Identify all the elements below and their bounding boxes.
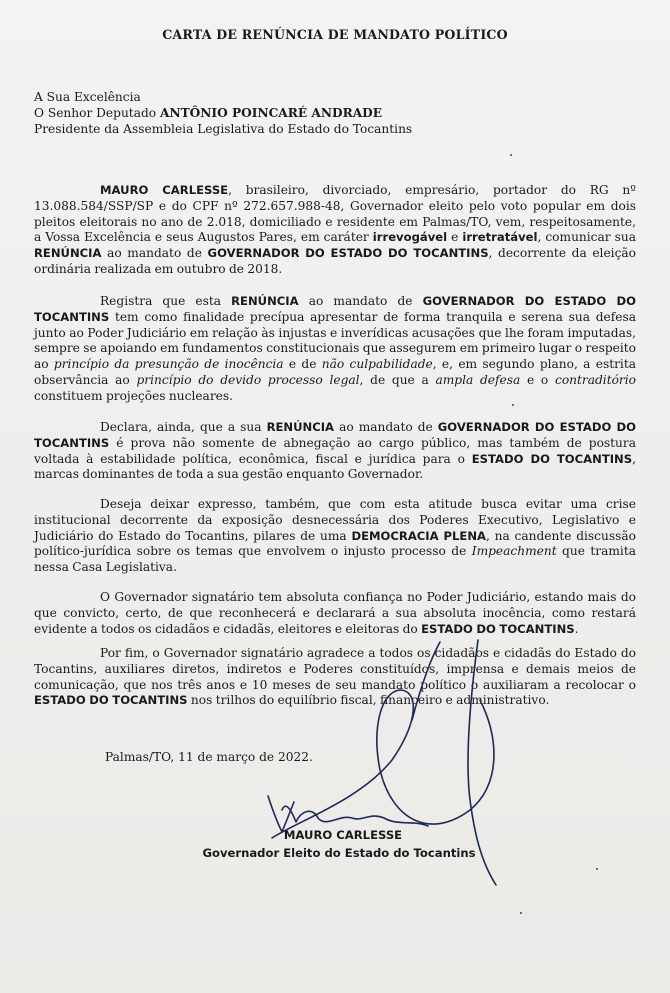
text-run: Registra que esta bbox=[100, 294, 232, 308]
bold-run: RENÚNCIA bbox=[34, 246, 102, 261]
italic-run: contraditório bbox=[555, 372, 636, 387]
addressee-name-line bbox=[34, 105, 412, 121]
bold-run: RENÚNCIA bbox=[231, 294, 299, 308]
italic-run: princípio do devido processo legal bbox=[136, 372, 360, 387]
signature-loop-stroke bbox=[272, 690, 494, 838]
paragraph-confidence bbox=[34, 590, 636, 637]
signatory-name: MAURO CARLESSE bbox=[283, 828, 403, 842]
scan-speck bbox=[510, 154, 512, 156]
addressee-name: ANTÔNIO POINCARÉ ANDRADE bbox=[159, 106, 383, 120]
italic-run: não culpabilidade bbox=[321, 357, 433, 372]
text-run: e o bbox=[520, 372, 555, 387]
text-run: ao mandato de bbox=[298, 294, 423, 308]
paragraph-institutional bbox=[34, 497, 636, 576]
addressee-block bbox=[34, 89, 412, 137]
letter-title: CARTA DE RENÚNCIA DE MANDATO POLÍTICO bbox=[162, 27, 508, 42]
text-run: Deseja deixar expresso, também, que com esta atitude busca evitar uma crise institucional decorrente da exposição desnecessária dos Poderes Executivo, Legislativo e Judiciário do Estado do Tocantins, pilares de uma bbox=[34, 497, 636, 543]
bold-run: GOVERNADOR DO ESTADO DO TOCANTINS bbox=[34, 294, 637, 324]
italic-run: Impeachment bbox=[471, 544, 557, 559]
text-run: , brasileiro, divorciado, empresário, portador do RG nº 13.088.584/SSP/SP e do CPF nº 272.657.988-48, Governador eleito pelo voto popular em dois pleitos eleitorais no ano de 2.018, domiciliado e residente em Palmas/TO, vem, respeitosamente, a Vossa Excelência e seus Augustos Pares, em caráter bbox=[34, 183, 636, 245]
bold-run: ESTADO DO TOCANTINS bbox=[421, 621, 575, 636]
bold-run: GOVERNADOR DO ESTADO DO TOCANTINS bbox=[207, 246, 489, 261]
sender-name: MAURO CARLESSE bbox=[100, 183, 229, 197]
text-run: nos trilhos do equilíbrio fiscal, financeiro e administrativo. bbox=[187, 693, 550, 708]
scan-speck bbox=[512, 404, 514, 406]
paragraph-declaration bbox=[34, 183, 636, 278]
paragraph-abnegation bbox=[34, 420, 636, 483]
paragraph-purpose bbox=[34, 294, 636, 405]
text-run: ao mandato de bbox=[101, 246, 208, 261]
text-run: , na candente discussão político-jurídica sobre os temas que envolvem o injusto processo de bbox=[34, 528, 636, 559]
bold-run: irretratável bbox=[462, 230, 538, 245]
scan-speck bbox=[520, 912, 522, 914]
bold-run: ESTADO DO TOCANTINS bbox=[34, 693, 188, 708]
bold-run: irrevogável bbox=[372, 230, 448, 245]
text-run: Por fim, o Governador signatário agradece a todos os cidadãos e cidadãs do Estado do Tocantins, auxiliares diretos, indiretos e Poderes constituídos, imprensa e demais meios de comunicação, que nos três anos e 10 meses de seu mandato político o auxiliaram a recolocar o bbox=[34, 646, 636, 692]
italic-run: ampla defesa bbox=[435, 372, 521, 387]
addressee-salutation: A Sua Excelência bbox=[34, 90, 141, 104]
italic-run: princípio da presunção de inocência bbox=[53, 357, 284, 372]
signature-lower-stroke bbox=[282, 806, 428, 826]
bold-run: GOVERNADOR DO ESTADO DO TOCANTINS bbox=[34, 420, 637, 450]
paragraph-thanks bbox=[34, 646, 636, 709]
bold-run: DEMOCRACIA PLENA bbox=[351, 528, 487, 543]
text-run: Declara, ainda, que a sua bbox=[100, 420, 267, 434]
text-run: , decorrente da eleição ordinária realizada em outubro de 2018. bbox=[34, 246, 636, 276]
text-run: , marcas dominantes de toda a sua gestão enquanto Governador. bbox=[34, 451, 636, 482]
text-run: tem como finalidade precípua apresentar de forma tranquila e serena sua defesa junto ao Poder Judiciário em relação às injustas e inverídicas acusações que lhe foram imputadas, sempre se apoiando em fundamentos constitucionais que assegurem em primeiro lugar o respeito ao bbox=[34, 309, 636, 372]
addressee-office: Presidente da Assembleia Legislativa do Estado do Tocantins bbox=[34, 122, 413, 136]
text-run: O Governador signatário tem absoluta confiança no Poder Judiciário, estando mais do que convicto, certo, de que reconhecerá e declarará a sua absoluta inocência, como restará evidente a todos os cidadãos e cidadãs, eleitores e eleitoras do bbox=[34, 590, 636, 636]
text-run: constituem projeções nucleares. bbox=[34, 388, 233, 403]
scan-speck bbox=[596, 868, 598, 870]
text-run: . bbox=[574, 621, 579, 636]
bold-run: ESTADO DO TOCANTINS bbox=[471, 451, 633, 466]
text-run: , e, em segundo plano, a estrita observância ao bbox=[34, 357, 636, 387]
addressee-title: O Senhor Deputado bbox=[34, 106, 160, 120]
signatory-role: Governador Eleito do Estado do Tocantins bbox=[202, 846, 476, 860]
signature-initial-stroke bbox=[268, 796, 294, 832]
text-run: e de bbox=[283, 357, 322, 372]
text-run: , comunicar sua bbox=[537, 230, 636, 245]
text-run: é prova não somente de abnegação ao cargo público, mas também de postura voltada à estabilidade política, econômica, fiscal e jurídica para o bbox=[34, 435, 636, 466]
bold-run: RENÚNCIA bbox=[266, 420, 335, 434]
date-line: Palmas/TO, 11 de março de 2022. bbox=[105, 750, 313, 764]
text-run: e bbox=[447, 230, 463, 245]
text-run: que tramita nessa Casa Legislativa. bbox=[34, 544, 636, 575]
text-run: , de que a bbox=[359, 372, 436, 387]
text-run: ao mandato de bbox=[334, 420, 438, 434]
